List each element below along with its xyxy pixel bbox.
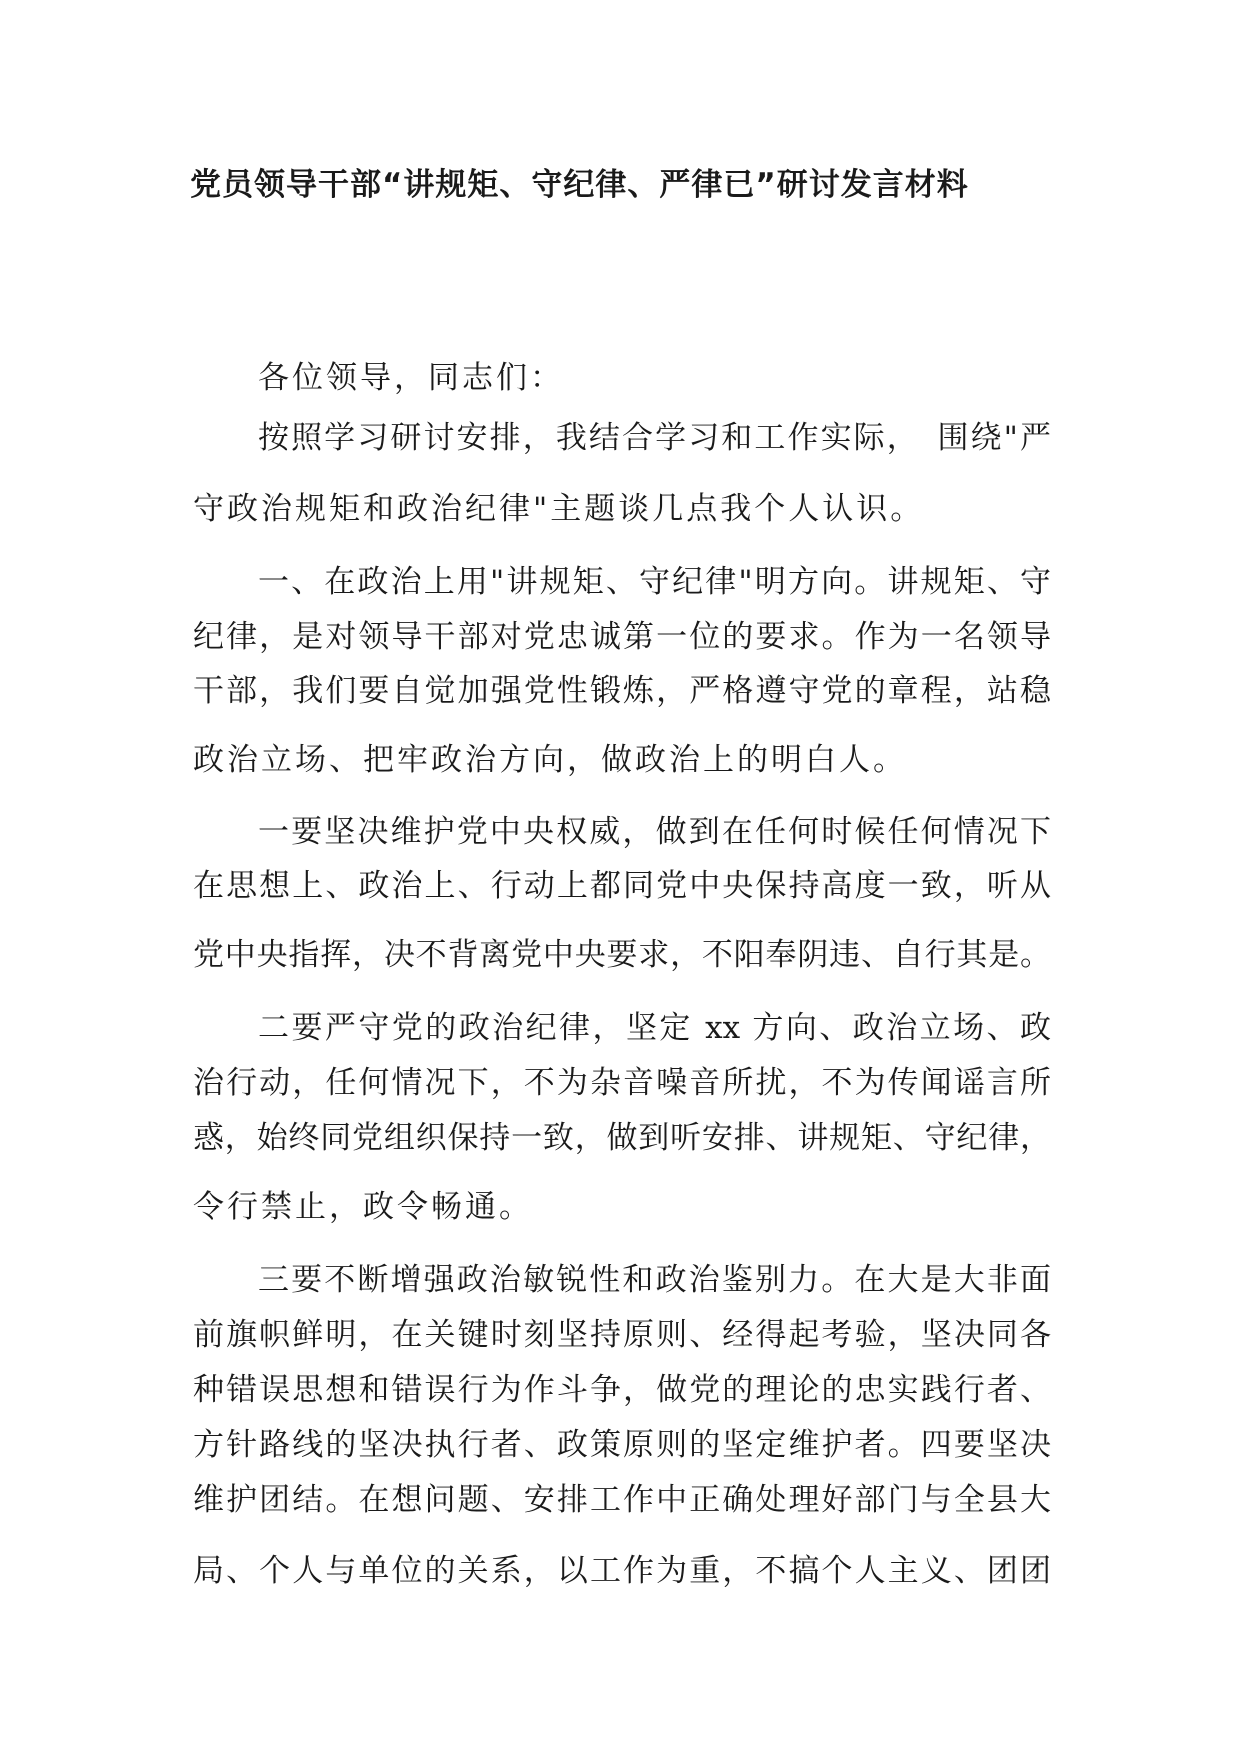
body-line: 前旗帜鲜明，在关键时刻坚持原则、经得起考验，坚决同各	[193, 1317, 1051, 1353]
body-line: 治行动，任何情况下，不为杂音噪音所扰，不为传闻谣言所	[193, 1065, 1051, 1101]
body-line: 纪律，是对领导干部对党忠诚第一位的要求。作为一名领导	[193, 619, 1051, 655]
body-line: 二要严守党的政治纪律，坚定 xx 方向、政治立场、政	[258, 1010, 1051, 1046]
body-line: 三要不断增强政治敏锐性和政治鉴别力。在大是大非面	[258, 1262, 1051, 1298]
document-title: 党员领导干部“讲规矩、守纪律、严律已”研讨发言材料	[190, 167, 969, 203]
body-line: 维护团结。在想问题、安排工作中正确处理好部门与全县大	[193, 1482, 1051, 1518]
salutation-line: 各位领导，同志们：	[258, 360, 564, 396]
body-line: 令行禁止，政令畅通。	[193, 1189, 533, 1225]
body-line: 惑，始终同党组织保持一致，做到听安排、讲规矩、守纪律，	[193, 1120, 1051, 1156]
body-line: 一要坚决维护党中央权威，做到在任何时候任何情况下	[258, 814, 1051, 850]
body-line: 按照学习研讨安排，我结合学习和工作实际， 围绕"严	[258, 420, 1051, 456]
body-line: 党中央指挥，决不背离党中央要求，不阳奉阴违、自行其是。	[193, 937, 1051, 973]
body-line: 方针路线的坚决执行者、政策原则的坚定维护者。四要坚决	[193, 1427, 1051, 1463]
body-line: 守政治规矩和政治纪律"主题谈几点我个人认识。	[193, 491, 925, 527]
section-heading-line: 一、在政治上用"讲规矩、守纪律"明方向。讲规矩、守	[258, 564, 1051, 600]
body-line: 干部，我们要自觉加强党性锻炼，严格遵守党的章程，站稳	[193, 673, 1051, 709]
body-line: 政治立场、把牢政治方向，做政治上的明白人。	[193, 742, 907, 778]
body-line: 在思想上、政治上、行动上都同党中央保持高度一致，听从	[193, 868, 1051, 904]
body-line: 局、个人与单位的关系，以工作为重，不搞个人主义、团团	[193, 1553, 1051, 1589]
body-line: 种错误思想和错误行为作斗争，做党的理论的忠实践行者、	[193, 1372, 1051, 1408]
